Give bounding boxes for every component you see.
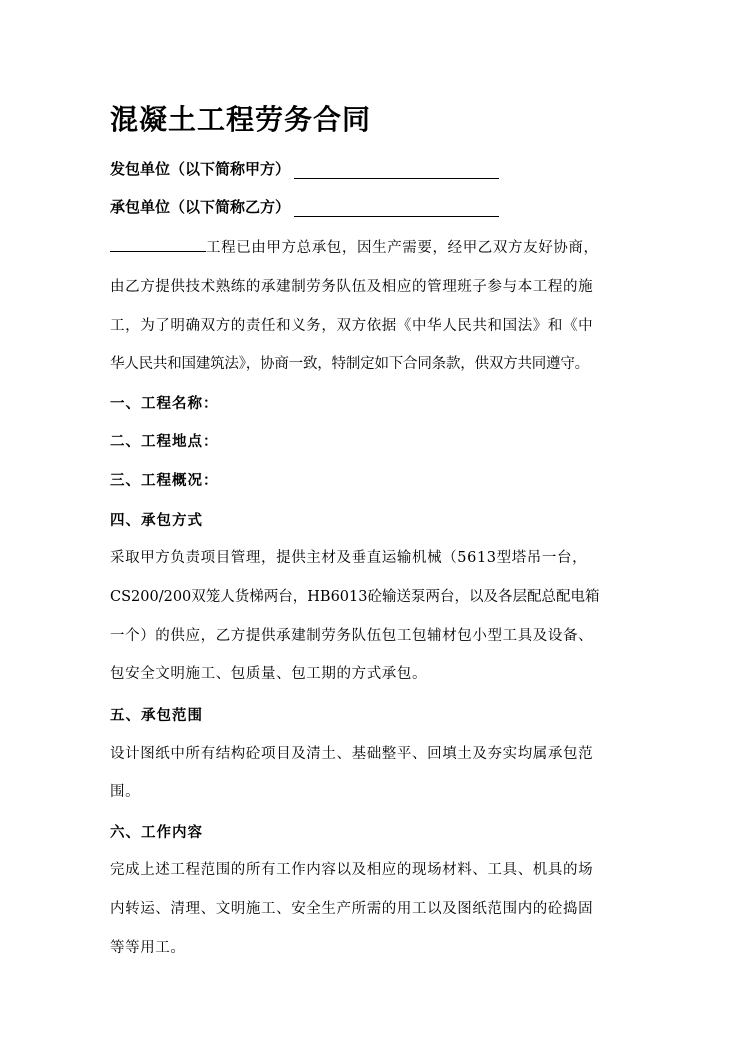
section-4-line-4: 包安全文明施工、包质量、包工期的方式承包。	[110, 666, 428, 682]
section-6-line-3: 等等用工。	[110, 940, 186, 956]
section-6-line-1: 完成上述工程范围的所有工作内容以及相应的现场材料、工具、机具的场	[110, 862, 594, 878]
section-4-heading: 四、承包方式	[110, 513, 203, 529]
party-b-blank	[294, 200, 499, 217]
party-b-label: 承包单位（以下简称乙方）	[110, 198, 291, 216]
section-6-heading: 六、工作内容	[110, 825, 203, 841]
intro-line-3: 工，为了明确双方的责任和义务，双方依据《中华人民共和国法》和《中	[110, 318, 594, 334]
intro-line-1	[110, 236, 640, 257]
section-4-line-1: 采取甲方负责项目管理，提供主材及垂直运输机械（5613型塔吊一台，	[110, 550, 588, 566]
section-5-line-1: 设计图纸中所有结构砼项目及清土、基础整平、回填土及夯实均属承包范	[110, 746, 594, 762]
section-4-line-2: CS200/200双笼人货梯两台，HB6013砼输送泵两台，以及各层配总配电箱	[110, 589, 600, 605]
document-title: 混凝土工程劳务合同	[110, 103, 372, 136]
section-1-heading: 一、工程名称：	[110, 396, 219, 412]
section-3-heading: 三、工程概况：	[110, 473, 219, 489]
party-a-blank	[294, 162, 499, 179]
section-2-heading: 二、工程地点：	[110, 434, 219, 450]
intro-line-2: 由乙方提供技术熟练的承建制劳务队伍及相应的管理班子参与本工程的施	[110, 279, 594, 295]
party-a-label: 发包单位（以下简称甲方）	[110, 160, 291, 178]
section-5-line-2: 围。	[110, 784, 141, 800]
intro-line-4: 华人民共和国建筑法》，协商一致，特制定如下合同条款，供双方共同遵守。	[110, 356, 589, 372]
intro-text-1: 工程已由甲方总承包，因生产需要，经甲乙双方友好协商，	[206, 240, 599, 256]
section-6-line-2: 内转运、清理、文明施工、安全生产所需的用工以及图纸范围内的砼捣固	[110, 901, 594, 917]
party-a-line	[110, 158, 499, 179]
section-5-heading: 五、承包范围	[110, 708, 203, 724]
party-b-line	[110, 196, 499, 217]
project-name-blank	[110, 237, 206, 252]
section-4-line-3: 一个）的供应，乙方提供承建制劳务队伍包工包辅材包小型工具及设备、	[110, 628, 594, 644]
